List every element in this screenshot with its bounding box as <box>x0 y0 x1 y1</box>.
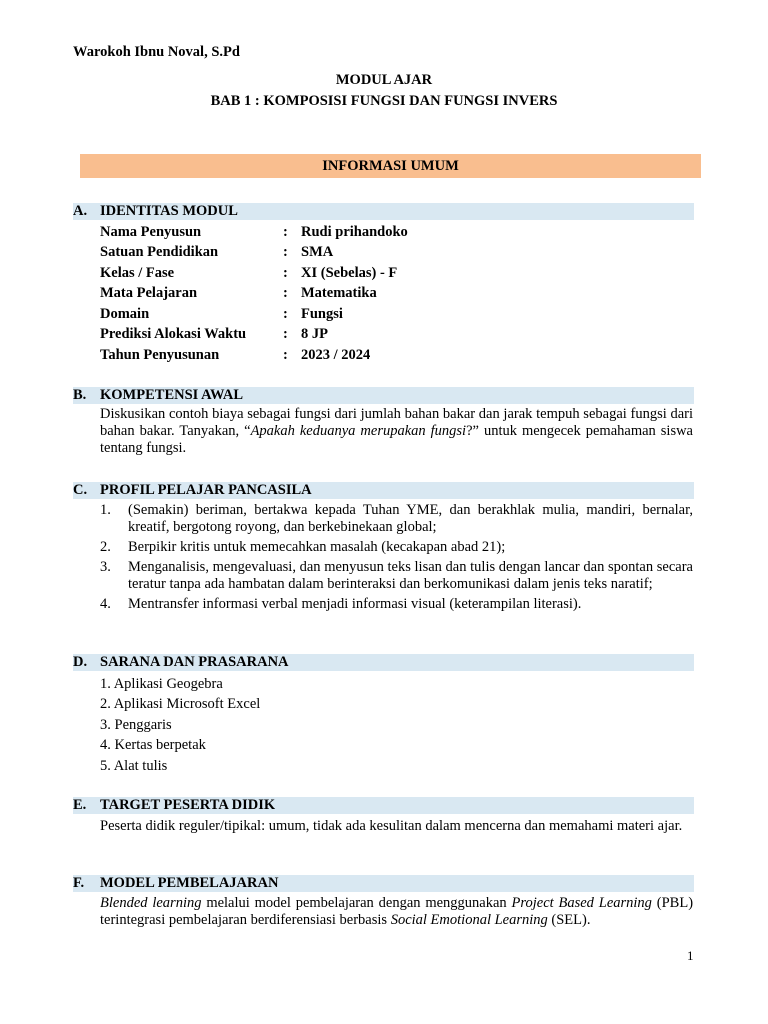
list-item: 2. Aplikasi Microsoft Excel <box>100 696 261 712</box>
section-letter: C. <box>73 482 88 498</box>
identity-colon: : <box>283 224 288 240</box>
identity-value: Matematika <box>301 285 377 301</box>
model-text-3: (SEL). <box>547 912 591 928</box>
identity-colon: : <box>283 326 288 342</box>
identity-label: Nama Penyusun <box>100 224 202 240</box>
kompetensi-awal-text <box>100 406 693 457</box>
identity-label: Satuan Pendidikan <box>100 244 219 260</box>
identity-colon: : <box>283 244 288 260</box>
identity-colon: : <box>283 285 288 301</box>
identity-value: 2023 / 2024 <box>301 347 371 363</box>
identity-label: Mata Pelajaran <box>100 285 198 301</box>
identity-colon: : <box>283 265 288 281</box>
section-heading-e <box>73 797 694 814</box>
model-italic-1: Blended learning <box>100 895 202 911</box>
profil-list <box>100 502 693 613</box>
kompetensi-text-start: Diskusikan contoh biaya sebagai fungsi dari jumlah bahan bakar dan jarak tempuh sebagai fungsi dari bahan bakar. Tanyakan, “ <box>100 406 693 439</box>
section-letter: A. <box>73 203 88 219</box>
list-item: 5. Alat tulis <box>100 758 168 774</box>
identity-colon: : <box>283 347 288 363</box>
section-title: KOMPETENSI AWAL <box>100 387 244 403</box>
section-letter: B. <box>73 387 87 403</box>
identity-value: XI (Sebelas) - F <box>301 265 398 281</box>
identity-label: Tahun Penyusunan <box>100 347 220 363</box>
target-text: Peserta didik reguler/tipikal: umum, tidak ada kesulitan dalam mencerna dan memahami materi ajar. <box>100 818 683 834</box>
model-text-2: (PBL) terintegrasi pembelajaran berdiferensiasi berbasis <box>100 895 694 928</box>
kompetensi-question: Apakah keduanya merupakan fungsi <box>250 423 467 439</box>
identity-value: Fungsi <box>301 306 343 322</box>
section-heading-f <box>73 875 694 892</box>
list-text: Mentransfer informasi verbal menjadi informasi visual (keterampilan literasi). <box>128 596 582 612</box>
list-number: 3. <box>100 559 111 575</box>
identity-label: Prediksi Alokasi Waktu <box>100 326 247 342</box>
kompetensi-text-end: ?” untuk mengecek pemahaman siswa tentang fungsi. <box>100 423 693 456</box>
section-title: TARGET PESERTA DIDIK <box>100 797 276 813</box>
list-item: 4. Kertas berpetak <box>100 737 206 753</box>
list-item: 1. Aplikasi Geogebra <box>100 676 223 692</box>
identity-label: Kelas / Fase <box>100 265 175 281</box>
list-item <box>100 502 693 536</box>
list-text: Menganalisis, mengevaluasi, dan menyusun teks lisan dan tulis dengan lancar dan spontan secara teratur tanpa ada hambatan dalam berinteraksi dan berkomunikasi dalam jenis teks naratif; <box>128 559 693 592</box>
section-title: SARANA DAN PRASARANA <box>100 654 289 670</box>
section-letter: D. <box>73 654 88 670</box>
section-letter: E. <box>73 797 87 813</box>
list-item <box>100 539 693 556</box>
model-italic-2: Project Based Learning <box>511 895 652 911</box>
author-name: Warokoh Ibnu Noval, S.Pd <box>73 44 240 60</box>
info-banner: INFORMASI UMUM <box>80 154 701 178</box>
section-heading-b <box>73 387 694 404</box>
page-number: 1 <box>687 948 694 963</box>
list-number: 2. <box>100 539 111 555</box>
section-letter: F. <box>73 875 85 891</box>
list-number: 4. <box>100 596 111 612</box>
identity-label: Domain <box>100 306 150 322</box>
identity-colon: : <box>283 306 288 322</box>
model-italic-3: Social Emotional Learning <box>390 912 548 928</box>
section-title: IDENTITAS MODUL <box>100 203 238 219</box>
identity-value: Rudi prihandoko <box>301 224 408 240</box>
list-item: 3. Penggaris <box>100 717 172 733</box>
section-heading-a <box>73 203 694 220</box>
section-heading-d <box>73 654 694 671</box>
identity-value: 8 JP <box>301 326 328 342</box>
identity-value: SMA <box>301 244 334 260</box>
document-title: MODUL AJAR <box>335 72 433 88</box>
section-title: PROFIL PELAJAR PANCASILA <box>100 482 312 498</box>
section-title: MODEL PEMBELAJARAN <box>100 875 279 891</box>
document-subtitle: BAB 1 : KOMPOSISI FUNGSI DAN FUNGSI INVERS <box>210 93 558 109</box>
list-text: Berpikir kritis untuk memecahkan masalah (kecakapan abad 21); <box>128 539 506 555</box>
list-item <box>100 559 693 593</box>
model-text-1: melalui model pembelajaran dengan menggunakan <box>201 895 512 911</box>
list-number: 1. <box>100 502 111 518</box>
list-text: (Semakin) beriman, bertakwa kepada Tuhan YME, dan berakhlak mulia, mandiri, bernalar, kreatif, bergotong royong, dan berkebinekaan global; <box>128 502 693 535</box>
model-text <box>100 895 693 929</box>
list-item <box>100 596 693 613</box>
section-heading-c <box>73 482 694 499</box>
